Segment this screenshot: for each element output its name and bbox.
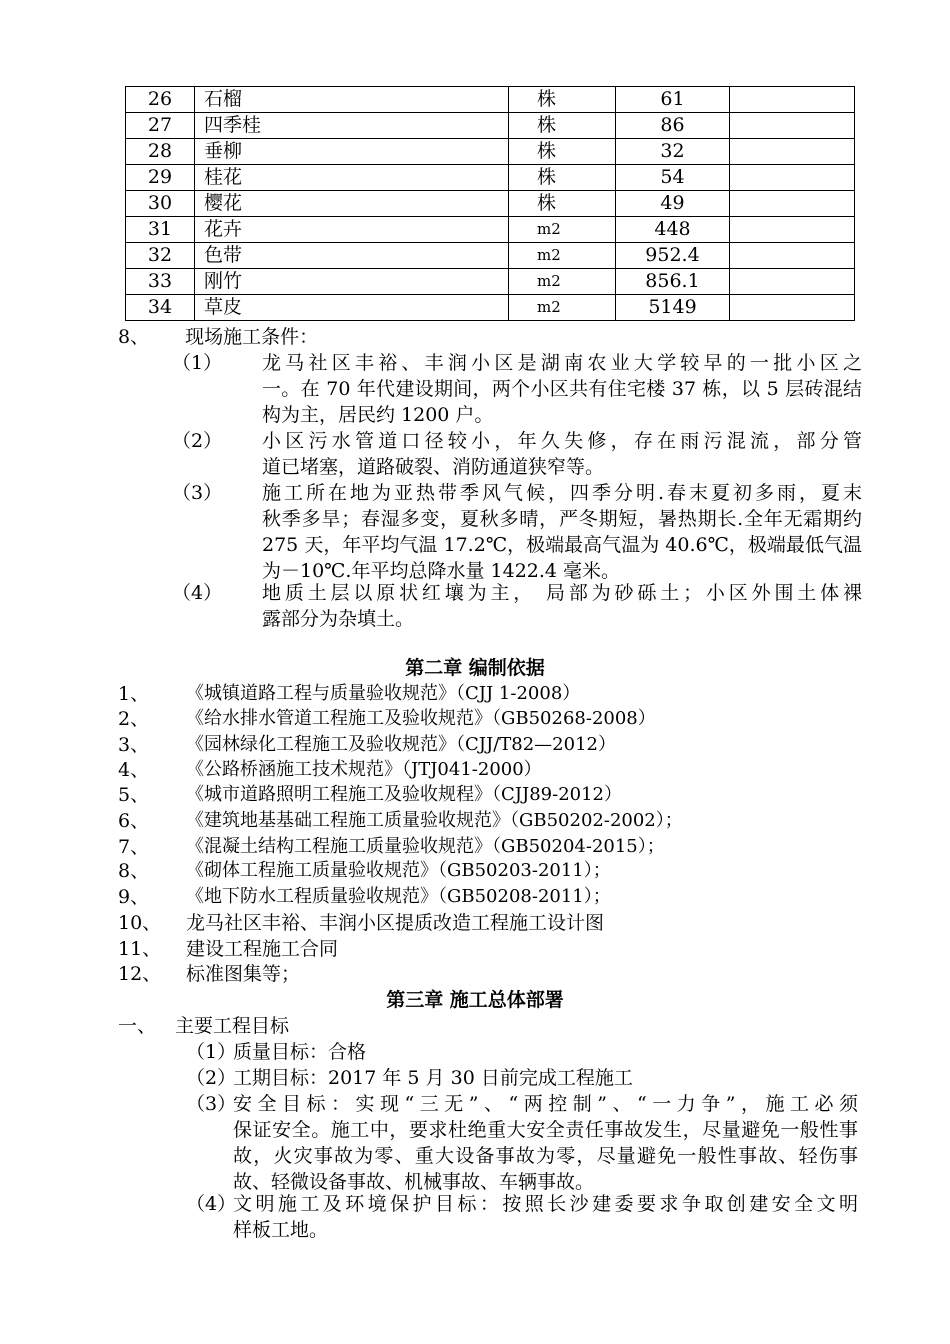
reference-number: 12、 (118, 963, 162, 985)
reference-text: 《城镇道路工程与质量验收规范》（CJJ 1-2008） (186, 683, 581, 704)
unit-cell: m2 (509, 217, 616, 243)
reference-number: 8、 (118, 860, 150, 882)
reference-number: 10、 (118, 912, 162, 934)
reference-text: 《给水排水管道工程施工及验收规范》（GB50268-2008） (186, 708, 656, 729)
chapter-2-title: 第二章 编制依据 (405, 657, 545, 679)
reference-number: 6、 (118, 810, 150, 832)
condition-item-3-number: （3） (172, 482, 223, 504)
condition-item-2-rest: 道已堵塞，道路破裂、消防通道狭窄等。 (262, 456, 605, 478)
note-cell (730, 191, 855, 217)
note-cell (730, 295, 855, 321)
plant-name-cell: 花卉 (195, 217, 509, 243)
goal-4-rest: 样板工地。 (233, 1219, 329, 1241)
goal-2-text: 工期目标：2017 年 5 月 30 日前完成工程施工 (233, 1067, 633, 1089)
quantity-cell: 952.4 (616, 243, 730, 269)
unit-cell: 株 (509, 113, 616, 139)
plant-name-cell: 四季桂 (195, 113, 509, 139)
row-number-cell: 31 (126, 217, 195, 243)
table-row (126, 217, 855, 243)
condition-item-1-line1: 龙马社区丰裕、丰润小区是湖南农业大学较早的一批小区之 (262, 352, 862, 374)
plant-name-cell: 刚竹 (195, 269, 509, 295)
note-cell (730, 139, 855, 165)
row-number-cell: 27 (126, 113, 195, 139)
unit-cell: 株 (509, 165, 616, 191)
quantity-cell: 448 (616, 217, 730, 243)
unit-cell: 株 (509, 87, 616, 113)
condition-item-2-line1: 小区污水管道口径较小，年久失修，存在雨污混流，部分管 (262, 430, 862, 452)
row-number-cell: 30 (126, 191, 195, 217)
reference-text: 龙马社区丰裕、丰润小区提质改造工程施工设计图 (186, 912, 605, 934)
reference-text: 《公路桥涵施工技术规范》（JTJ041-2000） (186, 759, 542, 780)
unit-cell: m2 (509, 295, 616, 321)
table-row (126, 139, 855, 165)
reference-text: 《混凝土结构工程施工质量验收规范》（GB50204-2015）； (186, 836, 665, 857)
row-number-cell: 32 (126, 243, 195, 269)
goal-1-text: 质量目标：合格 (233, 1041, 367, 1063)
unit-cell: 株 (509, 191, 616, 217)
goal-1-number: （1） (186, 1041, 237, 1063)
condition-item-3-line1: 施工所在地为亚热带季风气候，四季分明.春末夏初多雨，夏末 (262, 482, 862, 504)
table-row (126, 113, 855, 139)
note-cell (730, 165, 855, 191)
goal-2-number: （2） (186, 1067, 237, 1089)
table-row (126, 87, 855, 113)
note-cell (730, 113, 855, 139)
reference-number: 9、 (118, 886, 150, 908)
chapter-3-title: 第三章 施工总体部署 (386, 989, 564, 1011)
reference-text: 《砌体工程施工质量验收规范》（GB50203-2011）； (186, 860, 611, 881)
note-cell (730, 243, 855, 269)
reference-number: 5、 (118, 784, 150, 806)
reference-text: 《城市道路照明工程施工及验收规程》（CJJ89-2012） (186, 784, 622, 805)
table-row (126, 165, 855, 191)
goal-4-number: （4） (186, 1193, 237, 1215)
row-number-cell: 34 (126, 295, 195, 321)
table-row (126, 243, 855, 269)
table-row (126, 269, 855, 295)
reference-number: 11、 (118, 938, 162, 960)
reference-number: 3、 (118, 734, 150, 756)
reference-number: 7、 (118, 836, 150, 858)
condition-item-4-line1: 地质土层以原状红壤为主， 局部为砂砾土；小区外围土体裸 (262, 582, 862, 604)
row-number-cell: 26 (126, 87, 195, 113)
condition-item-2-number: （2） (172, 430, 223, 452)
goal-3-line1: 安全目标：实现“三无”、“两控制”、“一力争”，施工必须 (233, 1093, 858, 1115)
reference-text: 《地下防水工程质量验收规范》（GB50208-2011）； (186, 886, 611, 907)
quantity-cell: 32 (616, 139, 730, 165)
goal-3-rest: 保证安全。施工中，要求杜绝重大安全责任事故发生，尽量避免一般性事故，火灾事故为零、重大设备事故为零，尽量避免一般性事故、轻伤事故、轻微设备事故、机械事故、车辆事故。 (233, 1119, 858, 1193)
quantity-cell: 856.1 (616, 269, 730, 295)
note-cell (730, 87, 855, 113)
plant-name-cell: 樱花 (195, 191, 509, 217)
reference-number: 4、 (118, 759, 150, 781)
note-cell (730, 217, 855, 243)
reference-text: 建设工程施工合同 (186, 938, 339, 960)
note-cell (730, 269, 855, 295)
condition-item-3-rest: 秋季多旱；春湿多变，夏秋多晴，严冬期短，暑热期长.全年无霜期约 275 天，年平均气温 17.2℃，极端最高气温为 40.6℃，极端最低气温为－10℃.年平均总降水量 1422.4 毫米。 (262, 508, 862, 582)
reference-number: 1、 (118, 683, 150, 705)
reference-text: 《园林绿化工程施工及验收规范》（CJJ/T82—2012） (186, 734, 616, 755)
quantity-cell: 5149 (616, 295, 730, 321)
quantity-cell: 49 (616, 191, 730, 217)
reference-text: 《建筑地基基础工程施工质量验收规范》（GB50202-2002）； (186, 810, 683, 831)
reference-number: 2、 (118, 708, 150, 730)
section-8-heading (118, 324, 318, 350)
plant-name-cell: 草皮 (195, 295, 509, 321)
plant-name-cell: 色带 (195, 243, 509, 269)
section-8-title: 现场施工条件： (185, 326, 319, 348)
condition-item-4-rest: 露部分为杂填土。 (262, 608, 415, 630)
condition-item-1-number: （1） (172, 352, 223, 374)
condition-item-1-rest: 一。在 70 年代建设期间，两个小区共有住宅楼 37 栋，以 5 层砖混结构为主，居民约 1200 户。 (262, 378, 862, 426)
reference-text: 标准图集等； (186, 963, 301, 985)
plant-quantity-table (125, 86, 855, 321)
unit-cell: 株 (509, 139, 616, 165)
quantity-cell: 54 (616, 165, 730, 191)
table-row (126, 191, 855, 217)
section-8-number: 8、 (118, 326, 150, 348)
goal-3-number: （3） (186, 1093, 237, 1115)
unit-cell: m2 (509, 269, 616, 295)
quantity-cell: 86 (616, 113, 730, 139)
plant-name-cell: 桂花 (195, 165, 509, 191)
plant-name-cell: 石榴 (195, 87, 509, 113)
row-number-cell: 33 (126, 269, 195, 295)
section-1-title: 主要工程目标 (175, 1015, 290, 1037)
condition-item-4-number: （4） (172, 582, 223, 604)
quantity-cell: 61 (616, 87, 730, 113)
table-row (126, 295, 855, 321)
row-number-cell: 28 (126, 139, 195, 165)
row-number-cell: 29 (126, 165, 195, 191)
unit-cell: m2 (509, 243, 616, 269)
section-1-number: 一、 (118, 1015, 157, 1037)
plant-name-cell: 垂柳 (195, 139, 509, 165)
goal-4-line1: 文明施工及环境保护目标：按照长沙建委要求争取创建安全文明 (233, 1193, 858, 1215)
